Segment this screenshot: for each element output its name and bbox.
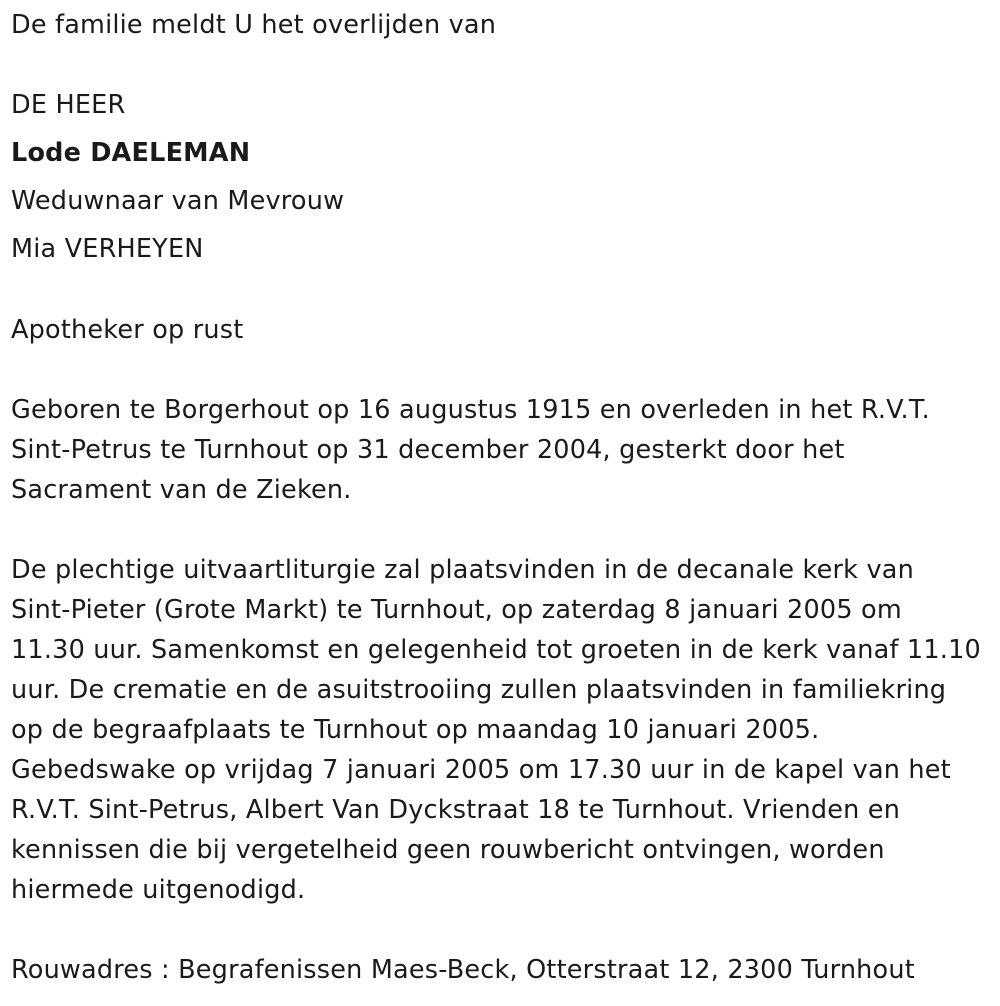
ceremony-line: Gebedswake op vrijdag 7 januari 2005 om 17.30 uur in de kapel van het bbox=[11, 755, 951, 785]
ceremony-line: 11.30 uur. Samenkomst en gelegenheid tot groeten in de kerk vanaf 11.10 bbox=[11, 635, 981, 665]
spouse-name: Mia VERHEYEN bbox=[11, 234, 204, 264]
ceremony-line: op de begraafplaats te Turnhout op maandag 10 januari 2005. bbox=[11, 715, 820, 745]
birth-death-line: Sacrament van de Zieken. bbox=[11, 475, 352, 505]
profession-text: Apotheker op rust bbox=[11, 315, 244, 345]
deceased-name: Lode DAELEMAN bbox=[11, 138, 251, 168]
intro-text: De familie meldt U het overlijden van bbox=[11, 10, 497, 40]
birth-death-paragraph bbox=[11, 390, 991, 510]
ceremony-line: De plechtige uitvaartliturgie zal plaatsvinden in de decanale kerk van bbox=[11, 555, 914, 585]
ceremony-line: hiermede uitgenodigd. bbox=[11, 875, 306, 905]
ceremony-line: kennissen die bij vergetelheid geen rouwbericht ontvingen, worden bbox=[11, 835, 885, 865]
birth-death-line: Geboren te Borgerhout op 16 augustus 1915 en overleden in het R.V.T. bbox=[11, 395, 930, 425]
deceased-title: DE HEER bbox=[11, 90, 126, 120]
ceremony-line: Sint-Pieter (Grote Markt) te Turnhout, op zaterdag 8 januari 2005 om bbox=[11, 595, 902, 625]
widower-text: Weduwnaar van Mevrouw bbox=[11, 186, 345, 216]
ceremony-line: uur. De crematie en de asuitstrooiing zullen plaatsvinden in familiekring bbox=[11, 675, 947, 705]
birth-death-line: Sint-Petrus te Turnhout op 31 december 2004, gesterkt door het bbox=[11, 435, 845, 465]
mourning-address: Rouwadres : Begrafenissen Maes-Beck, Otterstraat 12, 2300 Turnhout bbox=[11, 955, 915, 985]
ceremony-paragraph bbox=[11, 550, 991, 910]
ceremony-line: R.V.T. Sint-Petrus, Albert Van Dyckstraat 18 te Turnhout. Vrienden en bbox=[11, 795, 901, 825]
